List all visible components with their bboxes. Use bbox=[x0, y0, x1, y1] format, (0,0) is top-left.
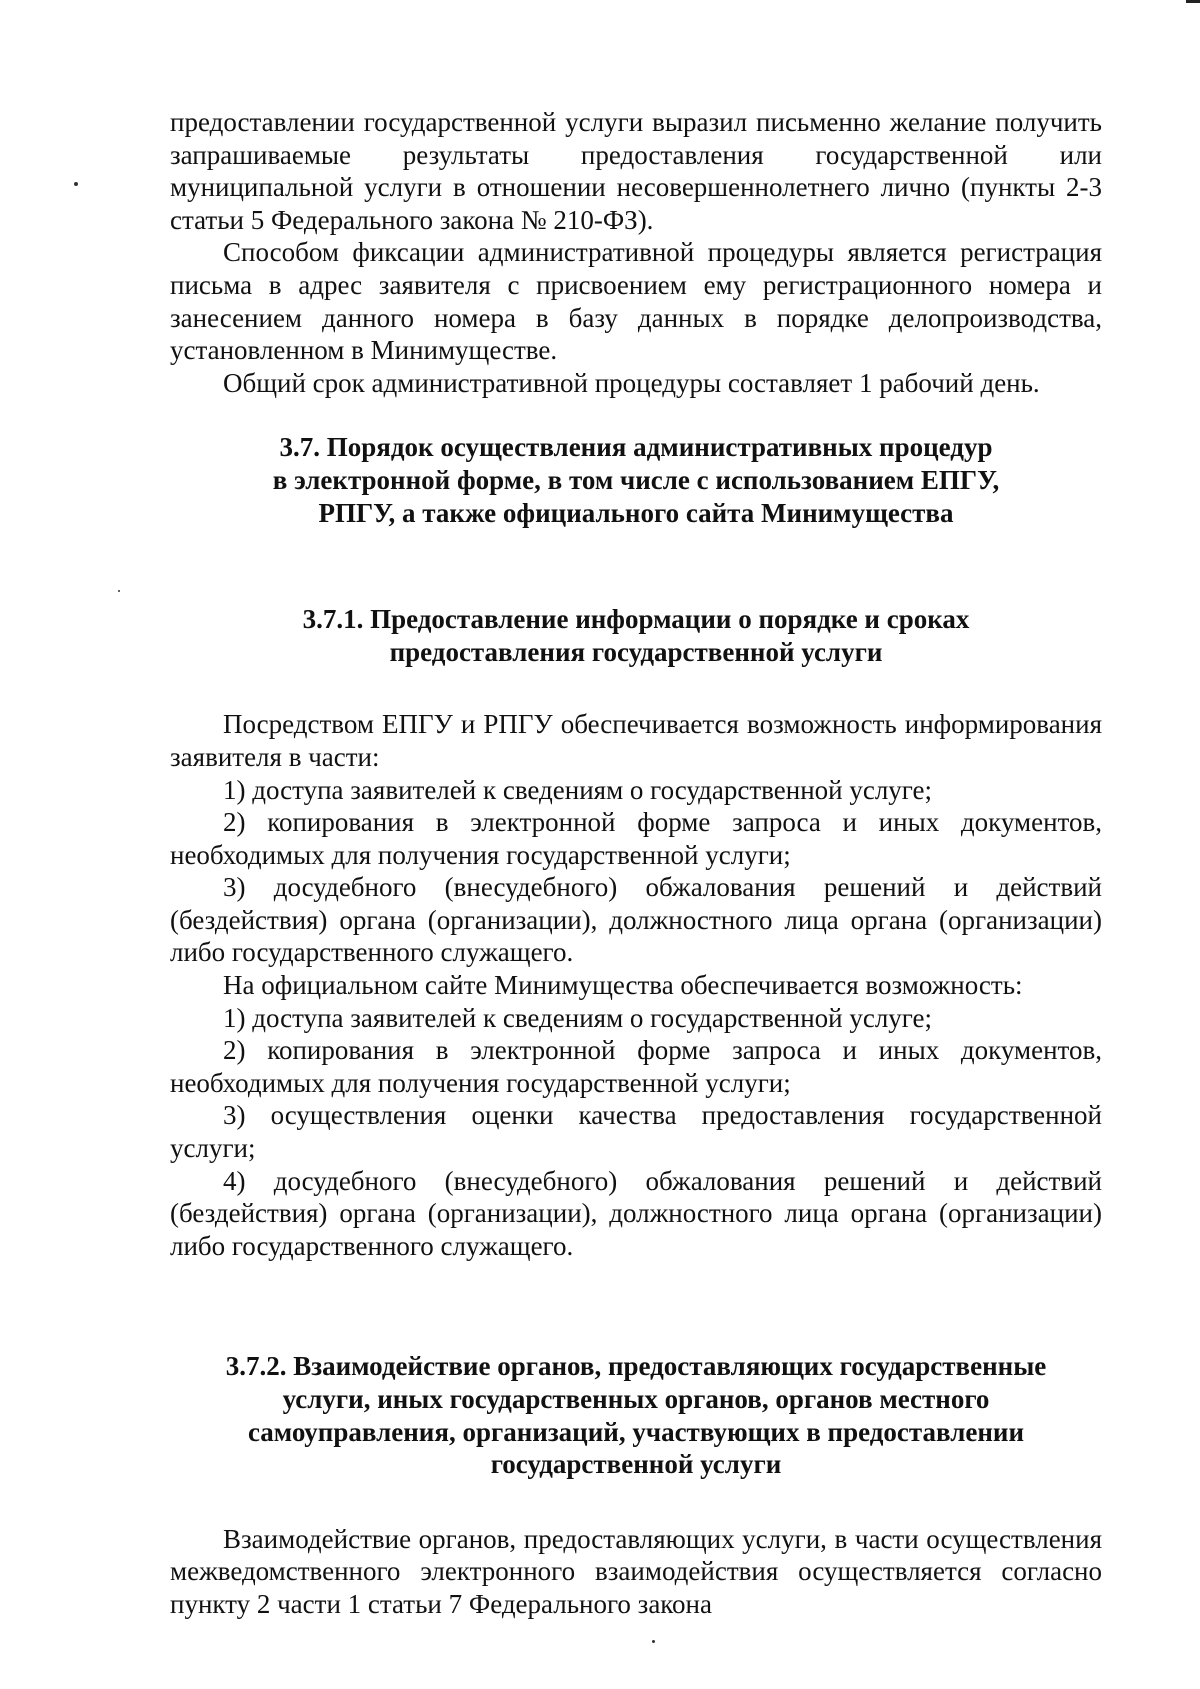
heading-line: самоуправления, организаций, участвующих в предоставлении bbox=[247, 1416, 1025, 1447]
heading-line: РПГУ, а также официального сайта Минимущества bbox=[318, 497, 954, 528]
list-item: 2) копирования в электронной форме запроса и иных документов, необходимых для получения государственной услуги; bbox=[170, 1035, 1102, 1098]
scan-speck bbox=[74, 182, 78, 186]
intro-paragraph-2: Способом фиксации административной процедуры является регистрация письма в адрес заявителя с присвоением ему регистрационного номера и занесением данного номера в базу данных в порядке делопроизводства, установленном в Минимуществе. bbox=[170, 237, 1102, 366]
heading-line: предоставления государственной услуги bbox=[389, 636, 883, 667]
list-item: 1) доступа заявителей к сведениям о государственной услуге; bbox=[223, 1002, 933, 1033]
scan-speck bbox=[118, 590, 120, 592]
list-item: 1) доступа заявителей к сведениям о государственной услуге; bbox=[223, 774, 933, 805]
list-item: 3) досудебного (внесудебного) обжалования решений и действий (бездействия) органа (организации), должностного лица органа (организации) либо государственного служащего. bbox=[170, 872, 1102, 968]
list-item: 3) осуществления оценки качества предоставления государственной услуги; bbox=[170, 1100, 1102, 1164]
section-3-7-1-heading bbox=[170, 603, 1102, 668]
scan-speck bbox=[652, 1640, 655, 1643]
heading-line: 3.7.2. Взаимодействие органов, предоставляющих государственные bbox=[225, 1351, 1047, 1382]
paragraph: Посредством ЕПГУ и РПГУ обеспечивается возможность информирования заявителя в части: bbox=[170, 709, 1102, 772]
heading-line: в электронной форме, в том числе с использованием ЕПГУ, bbox=[272, 464, 1000, 495]
intro-paragraph-3: Общий срок административной процедуры составляет 1 рабочий день. bbox=[223, 367, 1040, 398]
list-item: 2) копирования в электронной форме запроса и иных документов, необходимых для получения государственной услуги; bbox=[170, 807, 1102, 870]
list-item: 4) досудебного (внесудебного) обжалования решений и действий (бездействия) органа (организации), должностного лица органа (организации) либо государственного служащего. bbox=[170, 1165, 1102, 1261]
scan-edge-mark bbox=[1186, 0, 1200, 3]
heading-line: 3.7.1. Предоставление информации о порядке и сроках bbox=[302, 604, 970, 635]
section-3-7-heading bbox=[170, 431, 1102, 529]
section-3-7-2-heading bbox=[170, 1350, 1102, 1480]
intro-paragraph-1: предоставлении государственной услуги выразил письменно желание получить запрашиваемые результаты предоставления государственной или муниципальной услуги в отношении несовершеннолетнего лично (пункты 2-3 статьи 5 Федерального закона № 210-ФЗ). bbox=[170, 107, 1102, 235]
paragraph: На официальном сайте Минимущества обеспечивается возможность: bbox=[223, 970, 1023, 1001]
heading-line: услуги, иных государственных органов, органов местного bbox=[282, 1384, 990, 1414]
heading-line: государственной услуги bbox=[490, 1449, 782, 1480]
heading-line: 3.7. Порядок осуществления административных процедур bbox=[279, 432, 993, 463]
paragraph: Взаимодействие органов, предоставляющих услуги, в части осуществления межведомственного электронного взаимодействия осуществляется согласно пункту 2 части 1 статьи 7 Федерального закона bbox=[170, 1523, 1102, 1619]
document-page bbox=[170, 106, 1102, 1621]
